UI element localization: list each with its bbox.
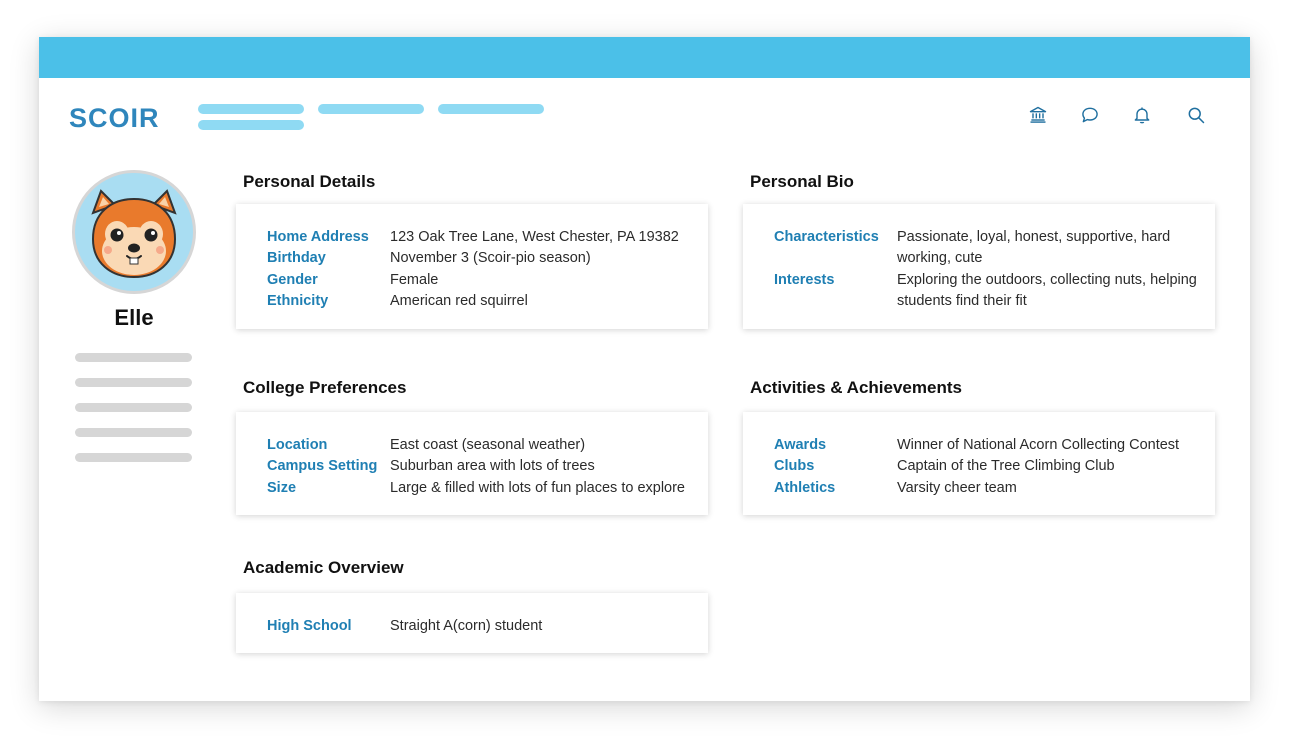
detail-value: November 3 (Scoir-pio season)	[390, 250, 591, 267]
academic-overview-card	[236, 593, 708, 653]
profile-name: Elle	[114, 305, 154, 330]
preference-value: Large & filled with lots of fun places to explore	[390, 479, 685, 496]
preference-row	[267, 478, 694, 499]
sidebar-placeholder	[75, 453, 192, 462]
bio-row	[774, 227, 1201, 270]
preference-value: East coast (seasonal weather)	[390, 437, 586, 453]
detail-row	[267, 270, 694, 291]
detail-label: Ethnicity	[267, 292, 329, 309]
academic-label: High School	[267, 618, 352, 634]
detail-label: Gender	[267, 271, 318, 288]
bio-label: Interests	[774, 271, 835, 288]
preference-label: Size	[267, 479, 297, 496]
detail-row	[267, 291, 694, 312]
nav-placeholder-1b	[198, 120, 304, 130]
nav-placeholder-1[interactable]	[198, 104, 304, 114]
activities-card	[743, 412, 1215, 515]
app-window	[39, 37, 1250, 701]
preference-row	[267, 456, 694, 477]
activities-title: Activities & Achievements	[750, 378, 962, 397]
bio-value: Passionate, loyal, honest, supportive, hard working, cute	[897, 229, 1171, 267]
top-bar	[39, 37, 1250, 78]
bio-label: Characteristics	[774, 229, 879, 245]
activity-value: Varsity cheer team	[897, 479, 1017, 496]
detail-row	[267, 248, 694, 269]
personal-bio-title: Personal Bio	[750, 172, 854, 191]
college-preferences-title: College Preferences	[243, 378, 407, 397]
personal-details-title: Personal Details	[243, 172, 376, 191]
detail-value: American red squirrel	[390, 292, 528, 309]
detail-label: Birthday	[267, 250, 326, 267]
nav-placeholder-2[interactable]	[318, 104, 424, 114]
detail-value: 123 Oak Tree Lane, West Chester, PA 19382	[390, 229, 679, 245]
chat-bubble-icon[interactable]	[1078, 103, 1102, 127]
detail-label: Home Address	[267, 229, 369, 245]
activity-label: Awards	[774, 437, 827, 453]
preference-value: Suburban area with lots of trees	[390, 458, 595, 475]
preference-row	[267, 435, 694, 456]
detail-value: Female	[390, 271, 439, 288]
academic-value: Straight A(corn) student	[390, 618, 543, 634]
bio-value: Exploring the outdoors, collecting nuts, helping students find their fit	[897, 271, 1197, 309]
college-preferences-card	[236, 412, 708, 515]
academic-overview-title: Academic Overview	[243, 558, 404, 577]
institution-icon[interactable]	[1026, 103, 1050, 127]
activity-row	[774, 435, 1201, 456]
personal-bio-card	[743, 204, 1215, 329]
search-icon[interactable]	[1184, 103, 1208, 127]
activity-label: Athletics	[774, 479, 836, 496]
activity-label: Clubs	[774, 458, 815, 475]
sidebar-placeholder	[75, 378, 192, 387]
preference-label: Campus Setting	[267, 458, 378, 475]
activity-row	[774, 456, 1201, 477]
sidebar-placeholder	[75, 403, 192, 412]
activity-value: Winner of National Acorn Collecting Contest	[897, 437, 1180, 453]
detail-row	[267, 227, 694, 248]
personal-details-card	[236, 204, 708, 329]
bell-icon[interactable]	[1130, 103, 1154, 127]
activity-row	[774, 478, 1201, 499]
scoir-logo[interactable]: SCOIR	[69, 103, 160, 133]
squirrel-illustration	[75, 173, 193, 291]
sidebar-placeholder	[75, 353, 192, 362]
preference-label: Location	[267, 437, 328, 453]
bio-row	[774, 270, 1201, 313]
activity-value: Captain of the Tree Climbing Club	[897, 458, 1115, 475]
academic-row	[267, 616, 694, 637]
avatar[interactable]	[72, 170, 196, 294]
nav-placeholder-3[interactable]	[438, 104, 544, 114]
sidebar-placeholder	[75, 428, 192, 437]
